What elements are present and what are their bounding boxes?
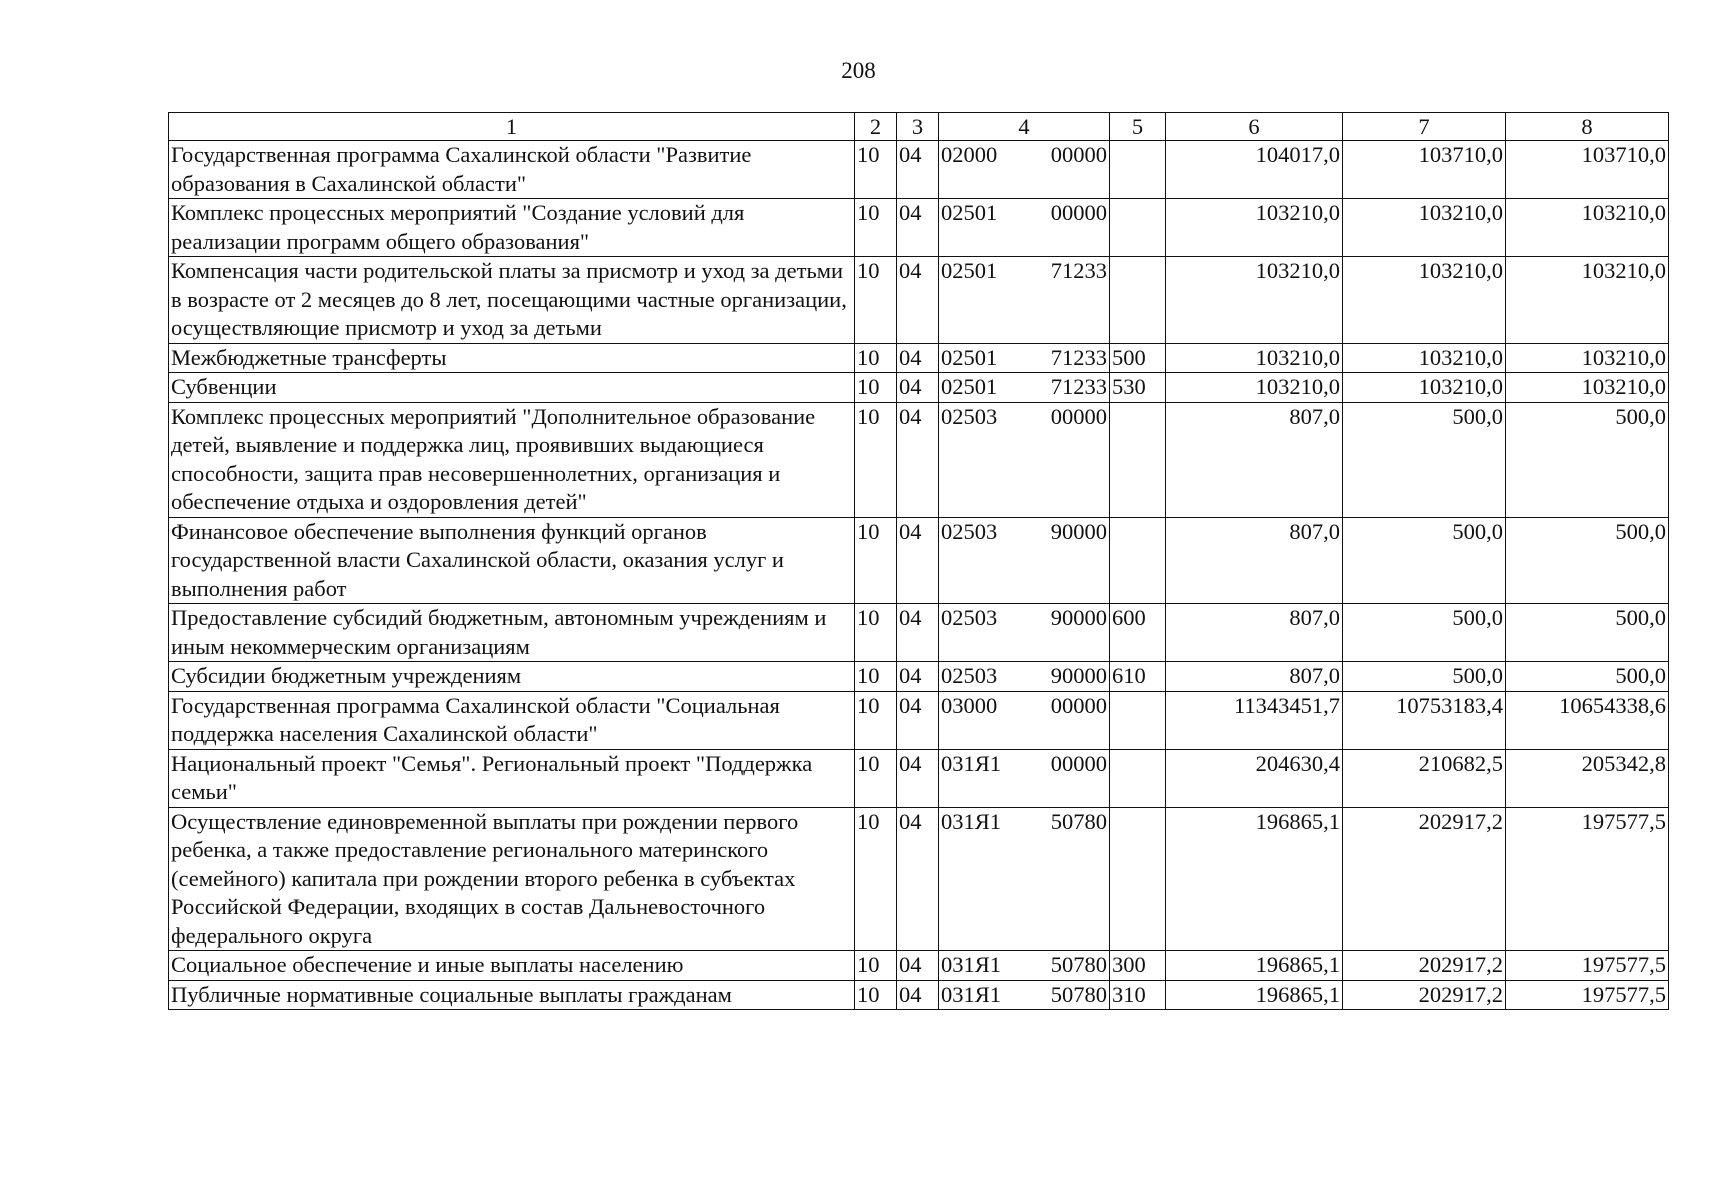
- table-row: [169, 373, 1669, 403]
- row-target-code-part2: 71233: [1028, 343, 1110, 373]
- row-section-code: 10: [855, 662, 897, 692]
- row-subsection-code: 04: [897, 199, 939, 257]
- row-target-code-part1: 031Я1: [939, 980, 1028, 1010]
- row-amount-col6: 204630,4: [1166, 749, 1343, 807]
- row-target-code-part1: 02501: [939, 199, 1028, 257]
- row-name: Национальный проект "Семья". Региональный проект "Поддержка семьи": [169, 749, 855, 807]
- row-expense-type-code: 500: [1110, 343, 1166, 373]
- row-amount-col6: 103210,0: [1166, 257, 1343, 344]
- row-amount-col7: 103210,0: [1343, 343, 1506, 373]
- row-target-code-part1: 02501: [939, 343, 1028, 373]
- row-amount-col7: 10753183,4: [1343, 691, 1506, 749]
- row-target-code-part1: 02501: [939, 257, 1028, 344]
- row-subsection-code: 04: [897, 141, 939, 199]
- row-subsection-code: 04: [897, 951, 939, 981]
- row-amount-col8: 205342,8: [1506, 749, 1669, 807]
- row-amount-col7: 103710,0: [1343, 141, 1506, 199]
- row-section-code: 10: [855, 807, 897, 951]
- table-row: [169, 980, 1669, 1010]
- row-section-code: 10: [855, 199, 897, 257]
- row-target-code-part2: 71233: [1028, 373, 1110, 403]
- row-amount-col6: 103210,0: [1166, 343, 1343, 373]
- row-section-code: 10: [855, 951, 897, 981]
- row-section-code: 10: [855, 402, 897, 517]
- row-target-code-part2: 50780: [1028, 807, 1110, 951]
- row-expense-type-code: [1110, 141, 1166, 199]
- row-amount-col7: 210682,5: [1343, 749, 1506, 807]
- row-name: Государственная программа Сахалинской области "Социальная поддержка населения Сахалинской области": [169, 691, 855, 749]
- table-row: [169, 257, 1669, 344]
- col-header-8: 8: [1506, 113, 1669, 141]
- col-header-4: 4: [939, 113, 1110, 141]
- page-number: 208: [841, 58, 876, 83]
- row-amount-col6: 807,0: [1166, 517, 1343, 604]
- row-target-code-part2: 90000: [1028, 517, 1110, 604]
- row-subsection-code: 04: [897, 373, 939, 403]
- row-amount-col6: 104017,0: [1166, 141, 1343, 199]
- row-target-code-part1: 02503: [939, 517, 1028, 604]
- table-row: [169, 807, 1669, 951]
- col-header-2: 2: [855, 113, 897, 141]
- row-amount-col6: 196865,1: [1166, 807, 1343, 951]
- row-subsection-code: 04: [897, 662, 939, 692]
- row-target-code-part1: 031Я1: [939, 749, 1028, 807]
- row-subsection-code: 04: [897, 517, 939, 604]
- row-section-code: 10: [855, 257, 897, 344]
- budget-table: [168, 112, 1669, 1010]
- row-amount-col6: 807,0: [1166, 604, 1343, 662]
- row-amount-col7: 500,0: [1343, 517, 1506, 604]
- row-expense-type-code: [1110, 749, 1166, 807]
- row-amount-col8: 197577,5: [1506, 980, 1669, 1010]
- row-name: Субсидии бюджетным учреждениям: [169, 662, 855, 692]
- row-expense-type-code: [1110, 199, 1166, 257]
- row-name: Компенсация части родительской платы за присмотр и уход за детьми в возрасте от 2 месяцев до 8 лет, посещающими частные организации, осуществляющие присмотр и уход за детьми: [169, 257, 855, 344]
- row-amount-col8: 197577,5: [1506, 951, 1669, 981]
- row-target-code-part2: 50780: [1028, 951, 1110, 981]
- row-target-code-part1: 031Я1: [939, 807, 1028, 951]
- row-amount-col8: 500,0: [1506, 517, 1669, 604]
- row-expense-type-code: 610: [1110, 662, 1166, 692]
- row-expense-type-code: 530: [1110, 373, 1166, 403]
- table-row: [169, 199, 1669, 257]
- row-expense-type-code: 300: [1110, 951, 1166, 981]
- row-target-code-part2: 71233: [1028, 257, 1110, 344]
- row-amount-col6: 103210,0: [1166, 199, 1343, 257]
- row-amount-col8: 500,0: [1506, 604, 1669, 662]
- row-target-code-part1: 03000: [939, 691, 1028, 749]
- row-target-code-part1: 02000: [939, 141, 1028, 199]
- table-row: [169, 951, 1669, 981]
- row-section-code: 10: [855, 749, 897, 807]
- row-section-code: 10: [855, 604, 897, 662]
- row-expense-type-code: [1110, 402, 1166, 517]
- row-expense-type-code: 310: [1110, 980, 1166, 1010]
- col-header-5: 5: [1110, 113, 1166, 141]
- row-amount-col6: 103210,0: [1166, 373, 1343, 403]
- row-name: Предоставление субсидий бюджетным, автономным учреждениям и иным некоммерческим организациям: [169, 604, 855, 662]
- row-subsection-code: 04: [897, 402, 939, 517]
- row-expense-type-code: [1110, 807, 1166, 951]
- row-section-code: 10: [855, 373, 897, 403]
- row-section-code: 10: [855, 141, 897, 199]
- row-amount-col8: 103210,0: [1506, 373, 1669, 403]
- row-name: Финансовое обеспечение выполнения функций органов государственной власти Сахалинской области, оказания услуг и выполнения работ: [169, 517, 855, 604]
- row-target-code-part2: 50780: [1028, 980, 1110, 1010]
- row-section-code: 10: [855, 517, 897, 604]
- col-header-3: 3: [897, 113, 939, 141]
- row-target-code-part1: 02503: [939, 662, 1028, 692]
- row-target-code-part1: 02503: [939, 604, 1028, 662]
- table-row: [169, 343, 1669, 373]
- row-amount-col7: 202917,2: [1343, 951, 1506, 981]
- row-amount-col7: 103210,0: [1343, 257, 1506, 344]
- row-amount-col7: 202917,2: [1343, 807, 1506, 951]
- row-name: Субвенции: [169, 373, 855, 403]
- row-subsection-code: 04: [897, 691, 939, 749]
- row-target-code-part2: 00000: [1028, 749, 1110, 807]
- row-amount-col7: 500,0: [1343, 402, 1506, 517]
- row-amount-col7: 202917,2: [1343, 980, 1506, 1010]
- row-amount-col6: 196865,1: [1166, 951, 1343, 981]
- row-name: Межбюджетные трансферты: [169, 343, 855, 373]
- row-amount-col8: 500,0: [1506, 662, 1669, 692]
- row-amount-col6: 196865,1: [1166, 980, 1343, 1010]
- row-amount-col8: 10654338,6: [1506, 691, 1669, 749]
- row-target-code-part2: 90000: [1028, 662, 1110, 692]
- row-section-code: 10: [855, 343, 897, 373]
- header-row: [169, 113, 1669, 141]
- row-amount-col7: 103210,0: [1343, 373, 1506, 403]
- row-subsection-code: 04: [897, 749, 939, 807]
- row-amount-col8: 103710,0: [1506, 141, 1669, 199]
- row-target-code-part2: 00000: [1028, 199, 1110, 257]
- row-target-code-part1: 02503: [939, 402, 1028, 517]
- row-subsection-code: 04: [897, 807, 939, 951]
- col-header-7: 7: [1343, 113, 1506, 141]
- table-row: [169, 402, 1669, 517]
- row-expense-type-code: [1110, 517, 1166, 604]
- row-target-code-part2: 00000: [1028, 402, 1110, 517]
- row-subsection-code: 04: [897, 980, 939, 1010]
- row-target-code-part1: 02501: [939, 373, 1028, 403]
- table-row: [169, 517, 1669, 604]
- row-amount-col6: 11343451,7: [1166, 691, 1343, 749]
- row-target-code-part2: 90000: [1028, 604, 1110, 662]
- row-name: Комплекс процессных мероприятий "Дополнительное образование детей, выявление и поддержка лиц, проявивших выдающиеся способности, защита прав несовершеннолетних, организация и обеспечение отдыха и оздоровления детей": [169, 402, 855, 517]
- row-amount-col8: 197577,5: [1506, 807, 1669, 951]
- row-amount-col7: 103210,0: [1343, 199, 1506, 257]
- table-row: [169, 662, 1669, 692]
- row-amount-col7: 500,0: [1343, 662, 1506, 692]
- table-row: [169, 749, 1669, 807]
- table-row: [169, 604, 1669, 662]
- row-amount-col8: 103210,0: [1506, 257, 1669, 344]
- row-section-code: 10: [855, 691, 897, 749]
- row-name: Комплекс процессных мероприятий "Создание условий для реализации программ общего образования": [169, 199, 855, 257]
- row-target-code-part2: 00000: [1028, 141, 1110, 199]
- row-expense-type-code: [1110, 257, 1166, 344]
- row-subsection-code: 04: [897, 257, 939, 344]
- row-subsection-code: 04: [897, 343, 939, 373]
- row-name: Социальное обеспечение и иные выплаты населению: [169, 951, 855, 981]
- row-target-code-part2: 00000: [1028, 691, 1110, 749]
- row-expense-type-code: 600: [1110, 604, 1166, 662]
- col-header-6: 6: [1166, 113, 1343, 141]
- row-target-code-part1: 031Я1: [939, 951, 1028, 981]
- table-row: [169, 691, 1669, 749]
- row-amount-col6: 807,0: [1166, 402, 1343, 517]
- row-subsection-code: 04: [897, 604, 939, 662]
- table-row: [169, 141, 1669, 199]
- row-amount-col6: 807,0: [1166, 662, 1343, 692]
- row-amount-col8: 103210,0: [1506, 343, 1669, 373]
- row-amount-col7: 500,0: [1343, 604, 1506, 662]
- row-amount-col8: 103210,0: [1506, 199, 1669, 257]
- row-name: Государственная программа Сахалинской области "Развитие образования в Сахалинской области": [169, 141, 855, 199]
- row-section-code: 10: [855, 980, 897, 1010]
- row-amount-col8: 500,0: [1506, 402, 1669, 517]
- row-name: Публичные нормативные социальные выплаты гражданам: [169, 980, 855, 1010]
- row-expense-type-code: [1110, 691, 1166, 749]
- row-name: Осуществление единовременной выплаты при рождении первого ребенка, а также предоставление регионального материнского (семейного) капитала при рождении второго ребенка в субъектах Российской Федерации, входящих в состав Дальневосточного федерального округа: [169, 807, 855, 951]
- col-header-1: 1: [169, 113, 855, 141]
